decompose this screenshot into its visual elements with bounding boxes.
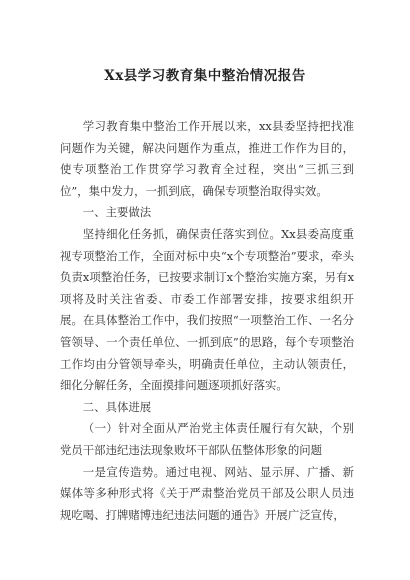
section-heading-main-practices: 一、主要做法 xyxy=(82,205,152,220)
progress-paragraph: 一是宣传造势。通过电视、网站、显示屏、广播、新媒体等多种形式将《关于严肃整治党员干部及公职人员违规吃喝、打牌赌博违纪违法问题的通告》开展广泛宣传， xyxy=(60,464,354,522)
main-practices-paragraph: 坚持细化任务抓，确保责任落实到位。Xx县委高度重视专项整治工作，全面对标中央“x个专项整治”要求，牵头负责x项整治任务，已按要求制订x个整治实施方案，另有x项将及时关注省委、市委工作部署安排，按要求组织开展。在具体整治工作中，我们按照“一项整治工作、一名分管领导、一个责任单位、一抓到底”的思路，每个专项整治工作均由分管领导牵头，明确责任单位，主动认领责任，细化分解任务，全面摸排问题逐项抓好落实。 xyxy=(60,226,354,393)
subsection-heading-1: （一）针对全面从严治党主体责任履行有欠缺，个别党员干部违纪违法现象败坏干部队伍整体形象的问题 xyxy=(60,421,354,457)
document-body xyxy=(60,116,354,526)
intro-paragraph: 学习教育集中整治工作开展以来，xx县委坚持把找准问题作为关键，解决问题作为重点，推进工作作为目的，使专项整治工作贯穿学习教育全过程，突出“三抓三到位”，集中发力，一抓到底，确保专项整治取得实效。 xyxy=(60,119,354,198)
document-title: Xx县学习教育集中整治情况报告 xyxy=(104,68,306,84)
section-heading-progress: 二、具体进展 xyxy=(82,399,152,414)
